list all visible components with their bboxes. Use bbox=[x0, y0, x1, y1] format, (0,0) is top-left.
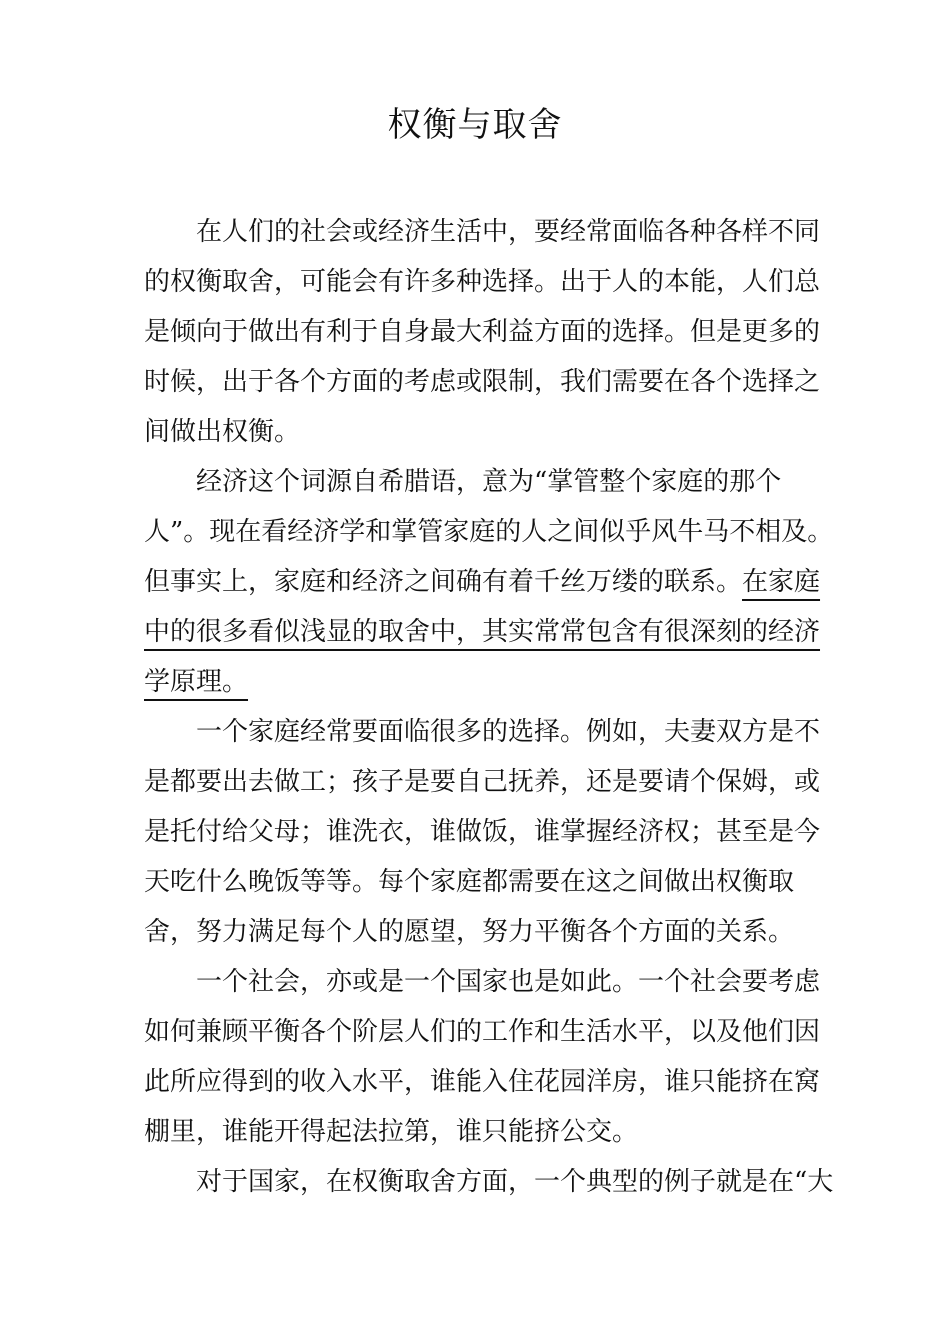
text-line: 一个家庭经常要面临很多的选择。例如，夫妻双方是不 bbox=[196, 717, 821, 747]
text-line bbox=[144, 557, 834, 607]
text-line: 棚里，谁能开得起法拉第，谁只能挤公交。 bbox=[144, 1117, 639, 1147]
paragraph-3 bbox=[144, 707, 834, 957]
text-line: 在人们的社会或经济生活中，要经常面临各种各样不同 bbox=[196, 217, 821, 247]
text-line: 此所应得到的收入水平，谁能入住花园洋房，谁只能挤在窝 bbox=[144, 1067, 821, 1097]
underlined-text: 在家庭 bbox=[742, 567, 821, 597]
paragraph-4 bbox=[144, 957, 834, 1157]
text-line: 的权衡取舍，可能会有许多种选择。出于人的本能，人们总 bbox=[144, 267, 821, 297]
text-line: 如何兼顾平衡各个阶层人们的工作和生活水平，以及他们因 bbox=[144, 1017, 821, 1047]
underlined-text: 中的很多看似浅显的取舍中，其实常常包含有很深刻的经济 bbox=[144, 617, 821, 647]
text-segment: 但事实上，家庭和经济之间确有着千丝万缕的联系。 bbox=[144, 567, 743, 597]
paragraph-5 bbox=[144, 1157, 834, 1207]
document-body bbox=[144, 207, 834, 1207]
text-line: 舍，努力满足每个人的愿望，努力平衡各个方面的关系。 bbox=[144, 917, 795, 947]
text-line: 时候，出于各个方面的考虑或限制，我们需要在各个选择之 bbox=[144, 367, 821, 397]
text-line: 经济这个词源自希腊语，意为“掌管整个家庭的那个 bbox=[196, 467, 782, 497]
underlined-text: 学原理。 bbox=[144, 667, 249, 697]
text-line: 人”。现在看经济学和掌管家庭的人之间似乎风牛马不相及。 bbox=[144, 517, 834, 547]
text-line: 一个社会，亦或是一个国家也是如此。一个社会要考虑 bbox=[196, 967, 821, 997]
text-line: 间做出权衡。 bbox=[144, 417, 301, 447]
text-line bbox=[144, 607, 834, 657]
text-line bbox=[144, 657, 834, 707]
document-title: 权衡与取舍 bbox=[387, 105, 563, 145]
text-line: 是托付给父母；谁洗衣，谁做饭，谁掌握经济权；甚至是今 bbox=[144, 817, 821, 847]
paragraph-2 bbox=[144, 457, 834, 707]
text-line: 对于国家，在权衡取舍方面，一个典型的例子就是在“大 bbox=[196, 1167, 834, 1197]
text-line: 天吃什么晚饭等等。每个家庭都需要在这之间做出权衡取 bbox=[144, 867, 795, 897]
paragraph-1 bbox=[144, 207, 834, 457]
text-line: 是都要出去做工；孩子是要自己抚养，还是要请个保姆，或 bbox=[144, 767, 821, 797]
text-line: 是倾向于做出有利于自身最大利益方面的选择。但是更多的 bbox=[144, 317, 821, 347]
